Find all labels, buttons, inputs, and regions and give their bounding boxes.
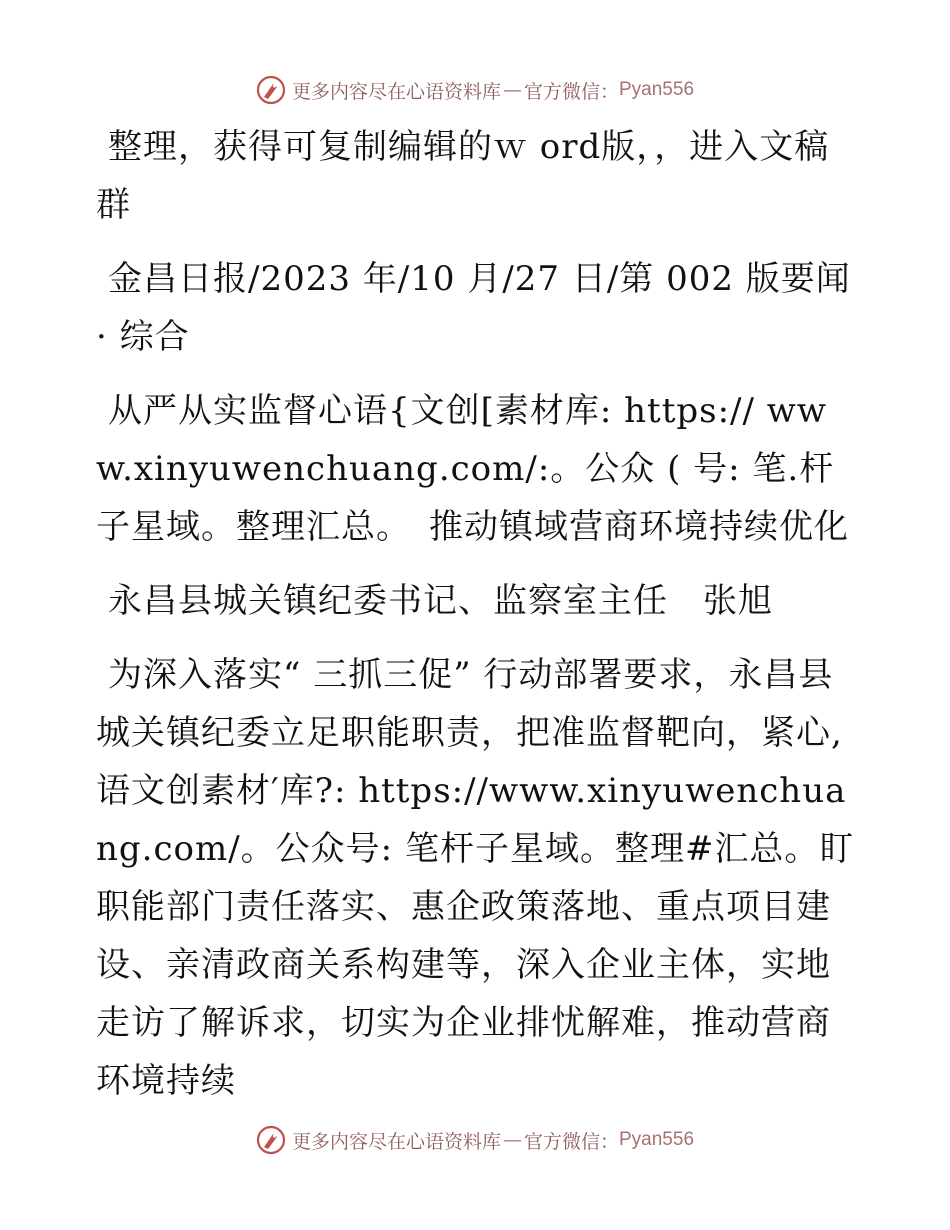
document-body	[96, 118, 856, 1126]
banner-left-text: 更多内容尽在心语资料库	[291, 1130, 501, 1153]
header-banner	[0, 70, 950, 110]
banner-separator: —	[502, 79, 522, 101]
paragraph-title: 从严从实监督心语{文创[素材库: https:// www.xinyuwenchuang.com/:。公众 ( 号: 笔.杆子星域。整理汇总。 推动镇域营商环境持续优化	[96, 391, 849, 547]
pen-nib-logo-icon	[256, 75, 286, 105]
paragraph-body: 为深入落实“ 三抓三促” 行动部署要求，永昌县城关镇纪委立足职能职责，把准监督靶向，紧心,语文创素材′库?: https://www.xinyuwenchuang.com/。公众号: 笔杆子星域。整理#汇总。盯职能部门责任落实、惠企政策落地、重点项目建设、亲清政商关系构建等，深入企业主体，实地走访了解诉求，切实为企业排忧解难，推动营商环境持续	[96, 655, 855, 1101]
banner-handle: Pyan556	[619, 79, 695, 100]
banner-left-text: 更多内容尽在心语资料库	[291, 80, 501, 103]
paragraph-source: 金昌日报/2023 年/10 月/27 日/第 002 版要闻 · 综合	[96, 259, 851, 357]
banner-right-prefix: 官方微信：	[523, 80, 619, 103]
paragraph-note: 整理，获得可复制编辑的ｗ ord版，，进入文稿群	[96, 127, 830, 225]
pen-nib-logo-icon	[256, 1125, 286, 1155]
banner-right-prefix: 官方微信：	[523, 1130, 619, 1153]
banner-handle: Pyan556	[619, 1129, 695, 1150]
footer-banner	[0, 1120, 950, 1160]
banner-separator: —	[502, 1129, 522, 1151]
paragraph-author: 永昌县城关镇纪委书记、监察室主任 张旭	[108, 581, 773, 621]
